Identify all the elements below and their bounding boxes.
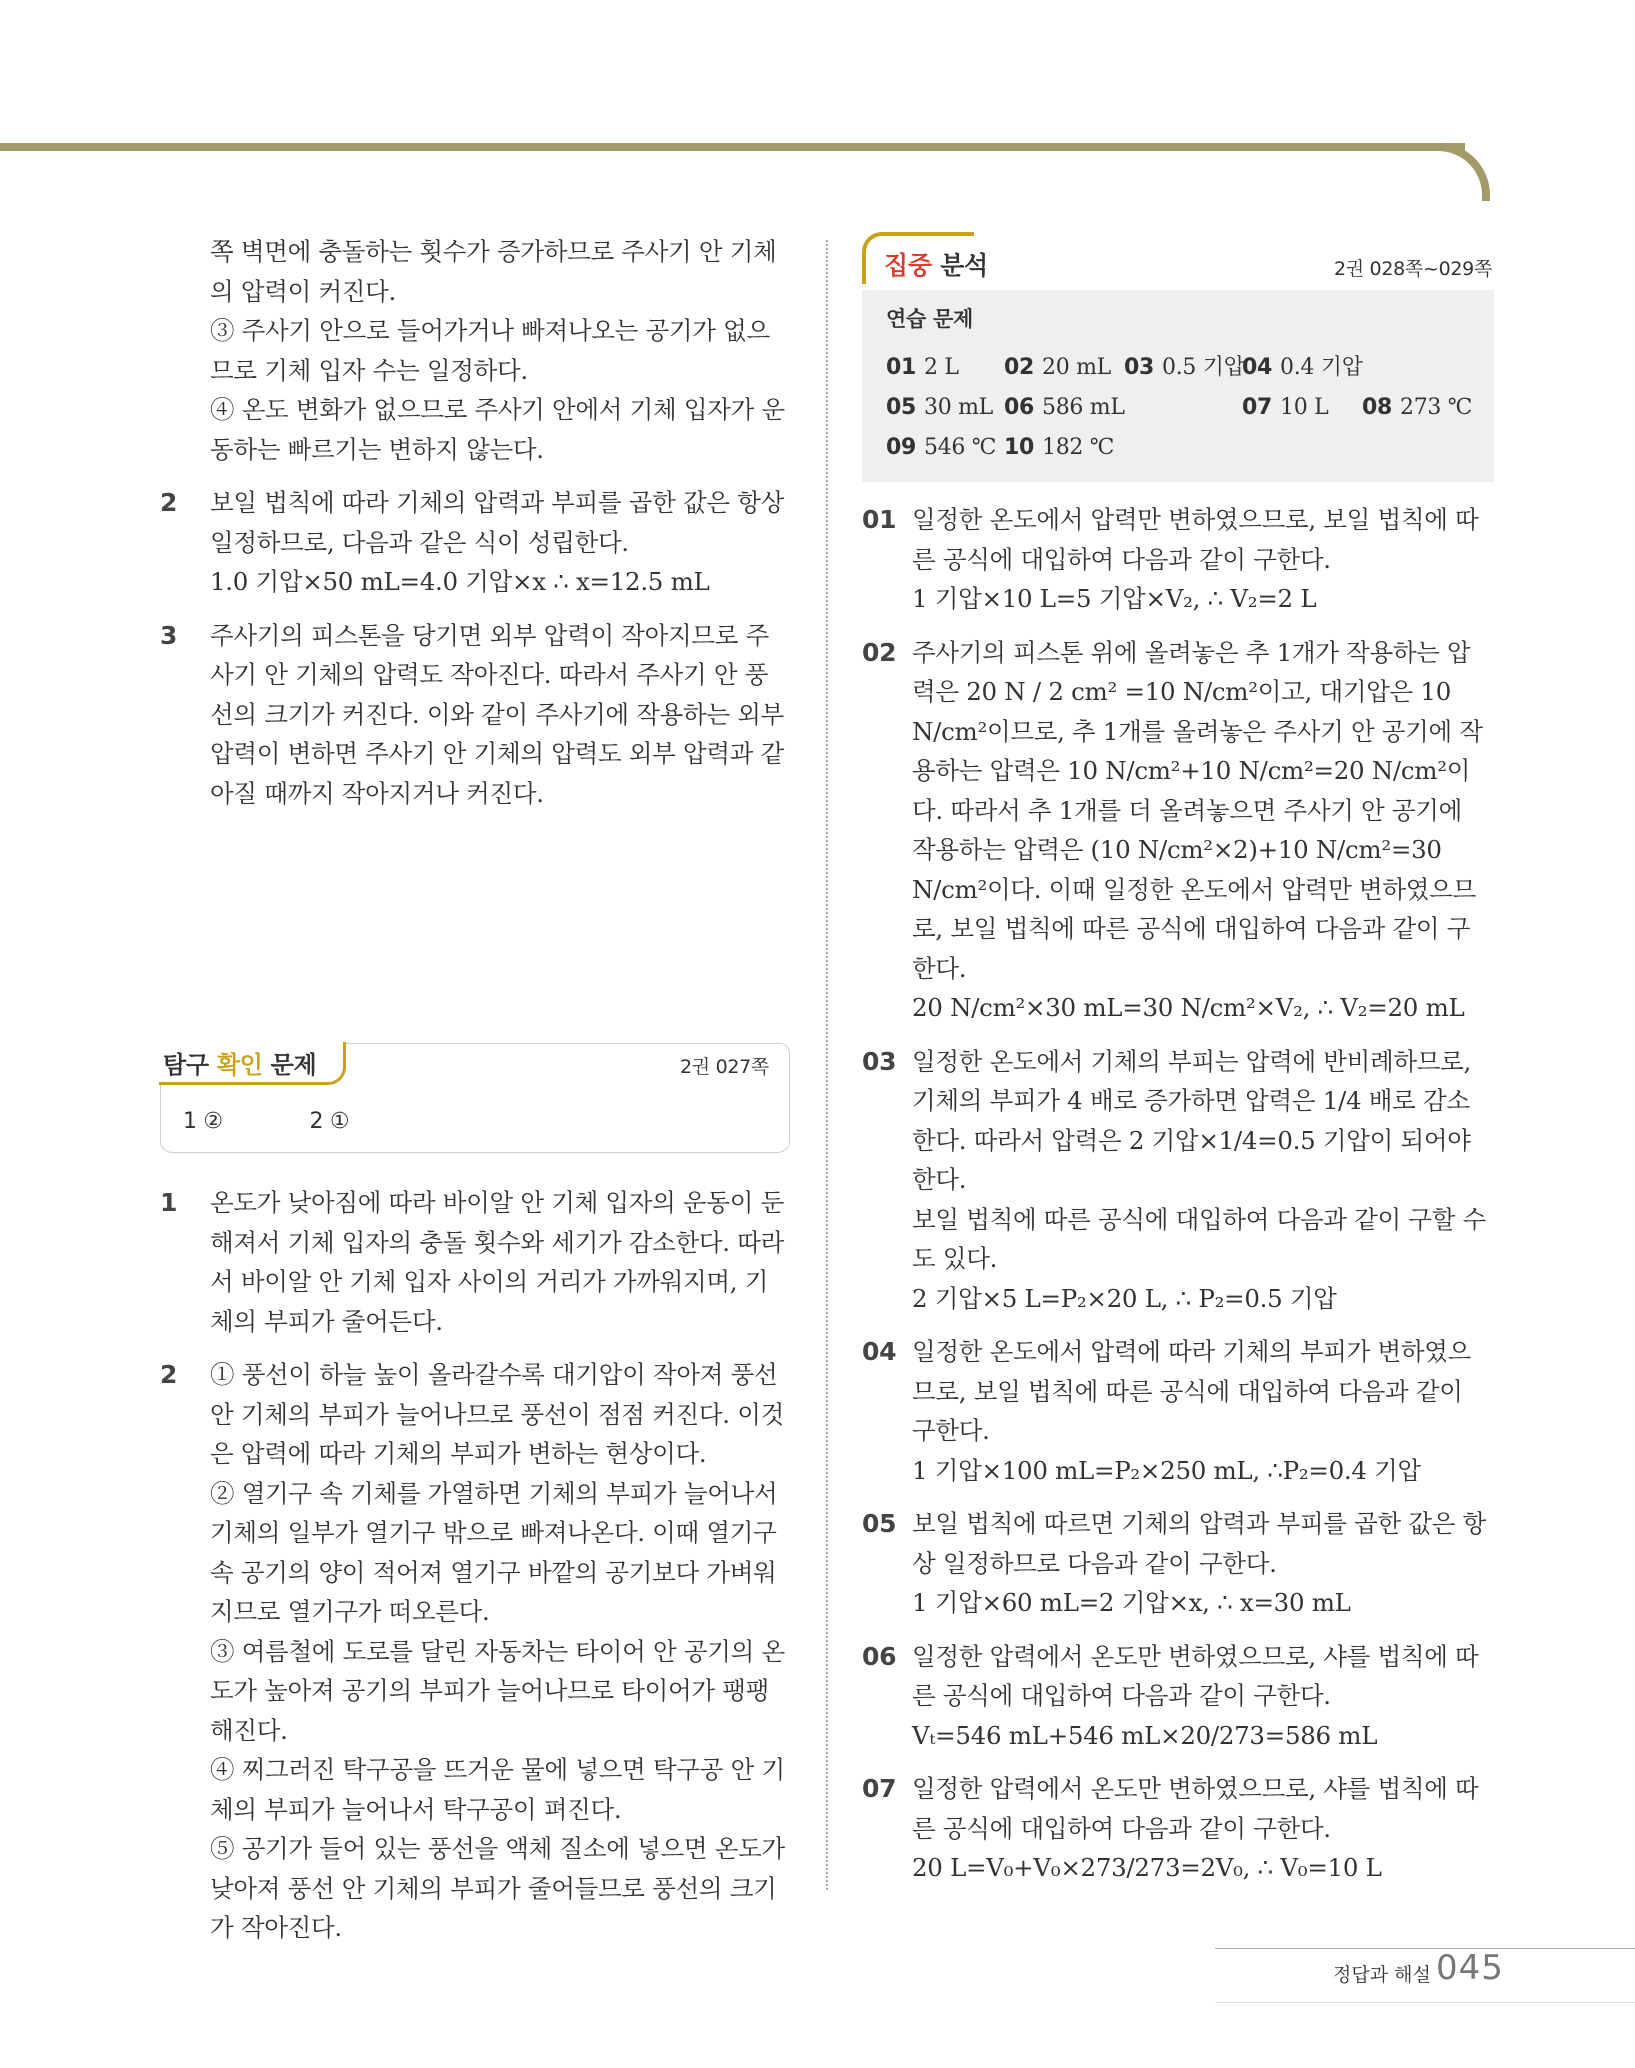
item-number: 2 [160,1360,178,1389]
tamgu-answer: 2 ① [309,1109,350,1134]
intro-line: 쪽 벽면에 충돌하는 횟수가 증가하므로 주사기 안 기체의 압력이 커진다. [210,237,777,306]
answer-item [862,1637,1492,1756]
jipjung-answers-panel [862,290,1494,482]
item-text: 보일 법칙에 따르면 기체의 압력과 부피를 곱한 값은 항상 일정하므로 다음과 같이 구한다. [912,1509,1486,1578]
item-number: 03 [862,1046,897,1076]
intro-block [160,232,790,469]
item-number: 05 [862,1509,897,1538]
tamgu-title [163,1046,316,1086]
item-number: 02 [862,637,897,667]
answer-cell: 08 273 ℃ [1362,395,1473,420]
item-number: 2 [160,488,178,517]
jipjung-ref: 2권 028쪽~029쪽 [1333,258,1492,280]
item-text: 일정한 온도에서 기체의 부피는 압력에 반비례하므로, 기체의 부피가 4 배로 증가하면 압력은 1/4 배로 감소한다. 따라서 압력은 2 기압×1/4=0.5 기압이 되어야 한다. [912,1046,1471,1194]
answer-cell: 09 546 ℃ [886,435,997,460]
top-rule-curve [1400,143,1490,201]
item-equation: 20 L=V₀+V₀×273/273=2V₀, ∴ V₀=10 L [912,1853,1382,1882]
answer-item [160,1183,790,1341]
tamgu-answers [183,1102,429,1142]
answer-item [862,633,1492,1028]
answer-cell: 02 20 mL [1004,355,1111,380]
item-text: 일정한 온도에서 압력만 변하였으므로, 보일 법칙에 따른 공식에 대입하여 다음과 같이 구한다. [912,505,1479,574]
answer-item [862,1042,1492,1319]
item-line: ② 열기구 속 기체를 가열하면 기체의 부피가 늘어나서 기체의 일부가 열기구 밖으로 빠져나온다. 이때 열기구 속 공기의 양이 적어져 열기구 바깥의 공기보다 가벼워지므로 열기구가 떠오른다. [210,1478,778,1626]
answer-item [160,1355,790,1948]
item-line: ③ 여름철에 도로를 달린 자동차는 타이어 안 공기의 온도가 높아져 공기의 부피가 늘어나므로 타이어가 팽팽해진다. [210,1636,785,1745]
title-highlight: 집중 [884,251,932,280]
answer-cell: 06 586 mL [1004,395,1125,420]
right-column [862,232,1492,1902]
tamgu-box [160,1043,790,1153]
jipjung-box [862,232,1492,482]
item-line: ⑤ 공기가 들어 있는 풍선을 액체 질소에 넣으면 온도가 낮아져 풍선 안 기체의 부피가 줄어들므로 풍선의 크기가 작아진다. [210,1834,785,1942]
answer-cell: 04 0.4 기압 [1242,355,1363,380]
answer-cell: 01 2 L [886,355,959,380]
item-equation: 1.0 기압×50 mL=4.0 기압×x ∴ x=12.5 mL [210,567,710,596]
item-text: 일정한 온도에서 압력에 따라 기체의 부피가 변하였으므로, 보일 법칙에 따른 공식에 대입하여 다음과 같이 구한다. [912,1337,1471,1445]
left-column [160,232,790,1962]
answer-item [862,1332,1492,1490]
item-number: 06 [862,1641,897,1671]
top-rule [0,143,1465,151]
footer-rule [1215,1948,1635,1949]
answer-item [862,1769,1492,1888]
tamgu-answer: 1 ② [183,1109,223,1134]
footer-rule-bottom [1215,2002,1635,2003]
item-number: 01 [862,505,897,534]
item-text: 일정한 압력에서 온도만 변하였으므로, 샤를 법칙에 따른 공식에 대입하여 다음과 같이 구한다. [912,1641,1479,1710]
item-equation: 1 기압×10 L=5 기압×V₂, ∴ V₂=2 L [912,584,1317,613]
intro-line: ④ 온도 변화가 없으므로 주사기 안에서 기체 입자가 운동하는 빠르기는 변하지 않는다. [210,395,785,464]
answer-cell: 07 10 L [1242,395,1329,420]
item-line: ① 풍선이 하늘 높이 올라갈수록 대기압이 작아져 풍선 안 기체의 부피가 늘어나므로 풍선이 점점 커진다. 이것은 압력에 따라 기체의 부피가 변하는 현상이다. [210,1360,784,1468]
item-line: ④ 찌그러진 탁구공을 뜨거운 물에 넣으면 탁구공 안 기체의 부피가 늘어나서 탁구공이 펴진다. [210,1755,785,1824]
item-text: 보일 법칙에 따른 공식에 대입하여 다음과 같이 구할 수도 있다. [912,1204,1486,1273]
answer-cell: 03 0.5 기압 [1124,355,1245,380]
item-number: 07 [862,1774,897,1803]
title-part: 탐구 [163,1051,217,1079]
footer-label: 정답과 해설 [1333,1964,1431,1986]
item-equation: 2 기압×5 L=P₂×20 L, ∴ P₂=0.5 기압 [912,1283,1337,1313]
item-number: 04 [862,1337,897,1366]
item-equation: 1 기압×100 mL=P₂×250 mL, ∴P₂=0.4 기압 [912,1455,1421,1485]
intro-line: ③ 주사기 안으로 들어가거나 빠져나오는 공기가 없으므로 기체 입자 수는 일정하다. [210,316,770,385]
title-part: 분석 [931,251,988,280]
item-equation: 1 기압×60 mL=2 기압×x, ∴ x=30 mL [912,1588,1351,1617]
answer-cell: 10 182 ℃ [1004,435,1115,460]
item-text: 일정한 압력에서 온도만 변하였으므로, 샤를 법칙에 따른 공식에 대입하여 다음과 같이 구한다. [912,1774,1479,1843]
item-equation: Vₜ=546 mL+546 mL×20/273=586 mL [912,1720,1378,1750]
jipjung-subtitle: 연습 문제 [886,307,973,331]
answer-item [862,500,1492,619]
title-part: 문제 [262,1051,317,1079]
answer-cell: 05 30 mL [886,395,993,420]
tamgu-ref: 2권 027쪽 [679,1056,769,1078]
item-text: 온도가 낮아짐에 따라 바이알 안 기체 입자의 운동이 둔해져서 기체 입자의 충돌 횟수와 세기가 감소한다. 따라서 바이알 안 기체 입자 사이의 거리가 가까워지며, 기체의 부피가 줄어든다. [210,1188,784,1336]
item-text: 보일 법칙에 따라 기체의 압력과 부피를 곱한 값은 항상 일정하므로, 다음과 같은 식이 성립한다. [210,488,784,557]
column-divider [826,240,828,1890]
item-number: 3 [160,620,178,650]
item-text: 주사기의 피스톤을 당기면 외부 압력이 작아지므로 주사기 안 기체의 압력도 작아진다. 따라서 주사기 안 풍선의 크기가 커진다. 이와 같이 주사기에 작용하는 외부 압력이 변하면 주사기 안 기체의 압력도 외부 압력과 같아질 때까지 작아지거나 커진다. [210,620,784,808]
page-number: 045 [1436,1948,1504,1988]
answer-item [862,1504,1492,1623]
item-equation: 20 N/cm²×30 mL=30 N/cm²×V₂, ∴ V₂=20 mL [912,993,1465,1022]
title-highlight: 확인 [216,1051,263,1079]
item-text: 주사기의 피스톤 위에 올려놓은 추 1개가 작용하는 압력은 20 N / 2 cm² =10 N/cm²이고, 대기압은 10 N/cm²이므로, 추 1개를 올려놓은 주사기 안 공기에 작용하는 압력은 10 N/cm²+10 N/cm²=20 N/cm²이다. 따라서 추 1개를 더 올려놓으면 주사기 안 공기에 작용하는 압력은 (10 N/cm²×2)+10 N/cm²=30 N/cm²이다. 이때 일정한 온도에서 압력만 변하였으므로, 보일 법칙에 따른 공식에 대입하여 다음과 같이 구한다. [912,637,1483,983]
answer-item [160,616,790,814]
answer-item [160,483,790,602]
jipjung-title [884,246,988,286]
item-number: 1 [160,1188,178,1217]
